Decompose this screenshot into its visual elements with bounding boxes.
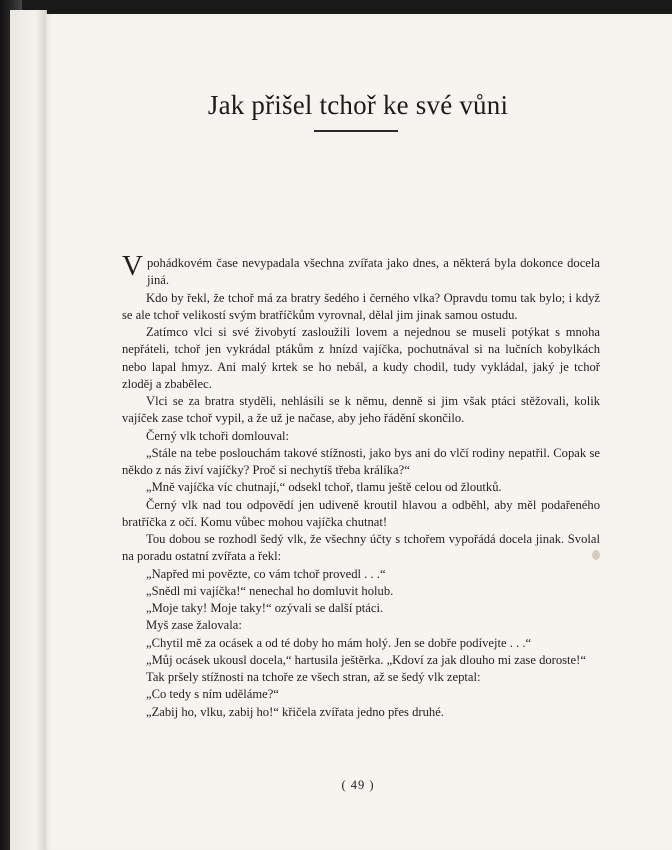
paragraph: Myš zase žalovala: [146, 618, 242, 633]
paragraph: Černý vlk tchoři domlouval: [146, 428, 290, 443]
page-number: ( 49 ) [341, 778, 375, 792]
paragraph: Kdo by řekl, že tchoř má za bratry šedého i černého vlka? Opravdu tomu tak bylo; i když se ale tchoř velikostí svým bratříčkům vyrovnal, dělal jim jinak samou ostudu. [122, 290, 600, 322]
chapter-title: Jak přišel tchoř ke své vůni [207, 90, 509, 120]
paragraph [122, 250, 600, 290]
paragraph: „Napřed mi povězte, co vám tchoř provedl . . .“ [146, 566, 386, 581]
paragraph: „Moje taky! Moje taky!“ ozývali se další ptáci. [146, 601, 384, 615]
paragraph: „Zabij ho, vlku, zabij ho!“ křičela zvířata jedno přes druhé. [146, 704, 444, 719]
paragraph-text: pohádkovém čase nevypadala všechna zvířata jako dnes, a některá byla dokonce docela jiná. [146, 256, 600, 288]
paragraph: „Chytil mě za ocásek a od té doby ho mám holý. Jen se dobře podívejte . . .“ [146, 635, 532, 650]
paragraph: „Mně vajíčka víc chutnají,“ odsekl tchoř, tlamu ještě celou od žloutků. [146, 480, 502, 495]
paragraph: Tak pršely stížnosti na tchoře ze všech stran, až se šedý vlk zeptal: [146, 670, 481, 684]
paragraph: Tou dobou se rozhodl šedý vlk, že všechny účty s tchořem vypořádá docela jinak. Svolal na poradu ostatní zvířata a řekl: [122, 532, 600, 564]
book-page [44, 14, 672, 850]
paper-stain [592, 550, 600, 560]
paragraph: Zatímco vlci si své živobytí zasloužili lovem a nejednou se museli potýkat s mnoha nepřáteli, tchoř jen vykrádal ptákům z hnízd vajíčka, pochutnával si na lučních kobylkách nebo lapal hmyz. Ani malý krtek se ho nebál, a kudy chodil, tudy vykládal, jaký je tchoř zloděj a zbabělec. [122, 325, 600, 391]
previous-page-edge [10, 10, 47, 850]
paragraph: „Stále na tebe poslouchám takové stížnosti, jako bys ani do vlčí rodiny nepatřil. Copak se někdo z nás živí vajíčky? Proč si nechytíš třeba králíka?“ [122, 445, 600, 477]
title-underline [314, 130, 398, 132]
paragraph: „Co tedy s ním uděláme?“ [146, 687, 279, 702]
paragraph: Vlci se za bratra styděli, nehlásili se k němu, denně si jim však ptáci stěžovali, kolik vajíček zase tchoř vypil, a že už je načase, aby jeho řádění skončilo. [122, 394, 600, 426]
paragraph: „Snědl mi vajíčka!“ nenechal ho domluvit holub. [146, 583, 394, 598]
paragraph: Černý vlk nad tou odpovědí jen udiveně kroutil hlavou a odběhl, aby měl podařeného bratříčka z očí. Komu vůbec mohou vajíčka chutnat! [122, 497, 600, 529]
paragraph: „Můj ocásek ukousl docela,“ hartusila ještěrka. „Kdoví za jak dlouho mi zase doroste!“ [146, 652, 586, 667]
body-text [122, 250, 600, 721]
drop-cap: V [122, 250, 143, 282]
